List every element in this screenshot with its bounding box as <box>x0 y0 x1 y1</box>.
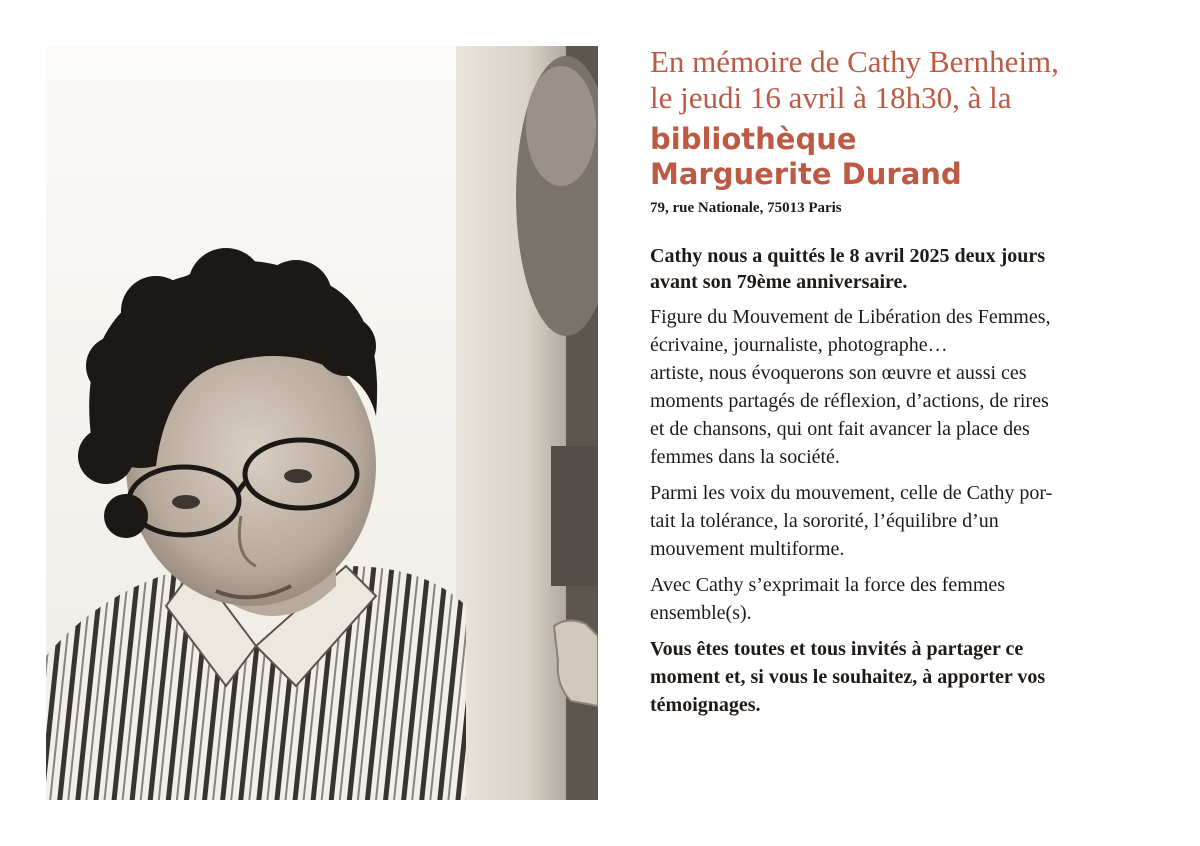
biography-paragraph <box>650 303 1160 471</box>
text-line: Parmi les voix du mouvement, celle de Cathy por- <box>650 482 1053 504</box>
venue-address: 79, rue Nationale, 75013 Paris <box>650 200 842 216</box>
intro-paragraph <box>650 243 1160 295</box>
venue-name <box>650 122 1160 192</box>
event-heading <box>650 44 1160 116</box>
heading-line: le jeudi 16 avril à 18h30, à la <box>650 80 1012 115</box>
strength-paragraph <box>650 571 1160 627</box>
venue-line: Marguerite Durand <box>650 157 962 191</box>
portrait-illustration <box>46 46 598 800</box>
text-line: mouvement multiforme. <box>650 538 845 560</box>
closing-invitation <box>650 635 1160 719</box>
text-line: Cathy nous a quittés le 8 avril 2025 deux jours <box>650 245 1046 267</box>
text-line: ensemble(s). <box>650 602 752 624</box>
heading-line: En mémoire de Cathy Bernheim, <box>650 44 1059 79</box>
text-line: témoignages. <box>650 694 761 716</box>
invitation-text <box>650 44 1160 719</box>
text-line: tait la tolérance, la sororité, l’équilibre d’un <box>650 510 999 532</box>
text-line: femmes dans la société. <box>650 446 840 468</box>
text-line: écrivaine, journaliste, photographe… <box>650 334 948 356</box>
text-line: Figure du Mouvement de Libération des Femmes, <box>650 306 1051 328</box>
text-line: Avec Cathy s’exprimait la force des femmes <box>650 574 1006 596</box>
text-line: et de chansons, qui ont fait avancer la place des <box>650 418 1030 440</box>
text-line: artiste, nous évoquerons son œuvre et aussi ces <box>650 362 1027 384</box>
movement-paragraph <box>650 479 1160 563</box>
text-line: Vous êtes toutes et tous invités à partager ce <box>650 638 1024 660</box>
text-line: moment et, si vous le souhaitez, à apporter vos <box>650 666 1046 688</box>
text-line: moments partagés de réflexion, d’actions, de rires <box>650 390 1049 412</box>
text-line: avant son 79ème anniversaire. <box>650 271 908 293</box>
portrait-photo <box>46 46 598 800</box>
venue-line: bibliothèque <box>650 122 857 156</box>
